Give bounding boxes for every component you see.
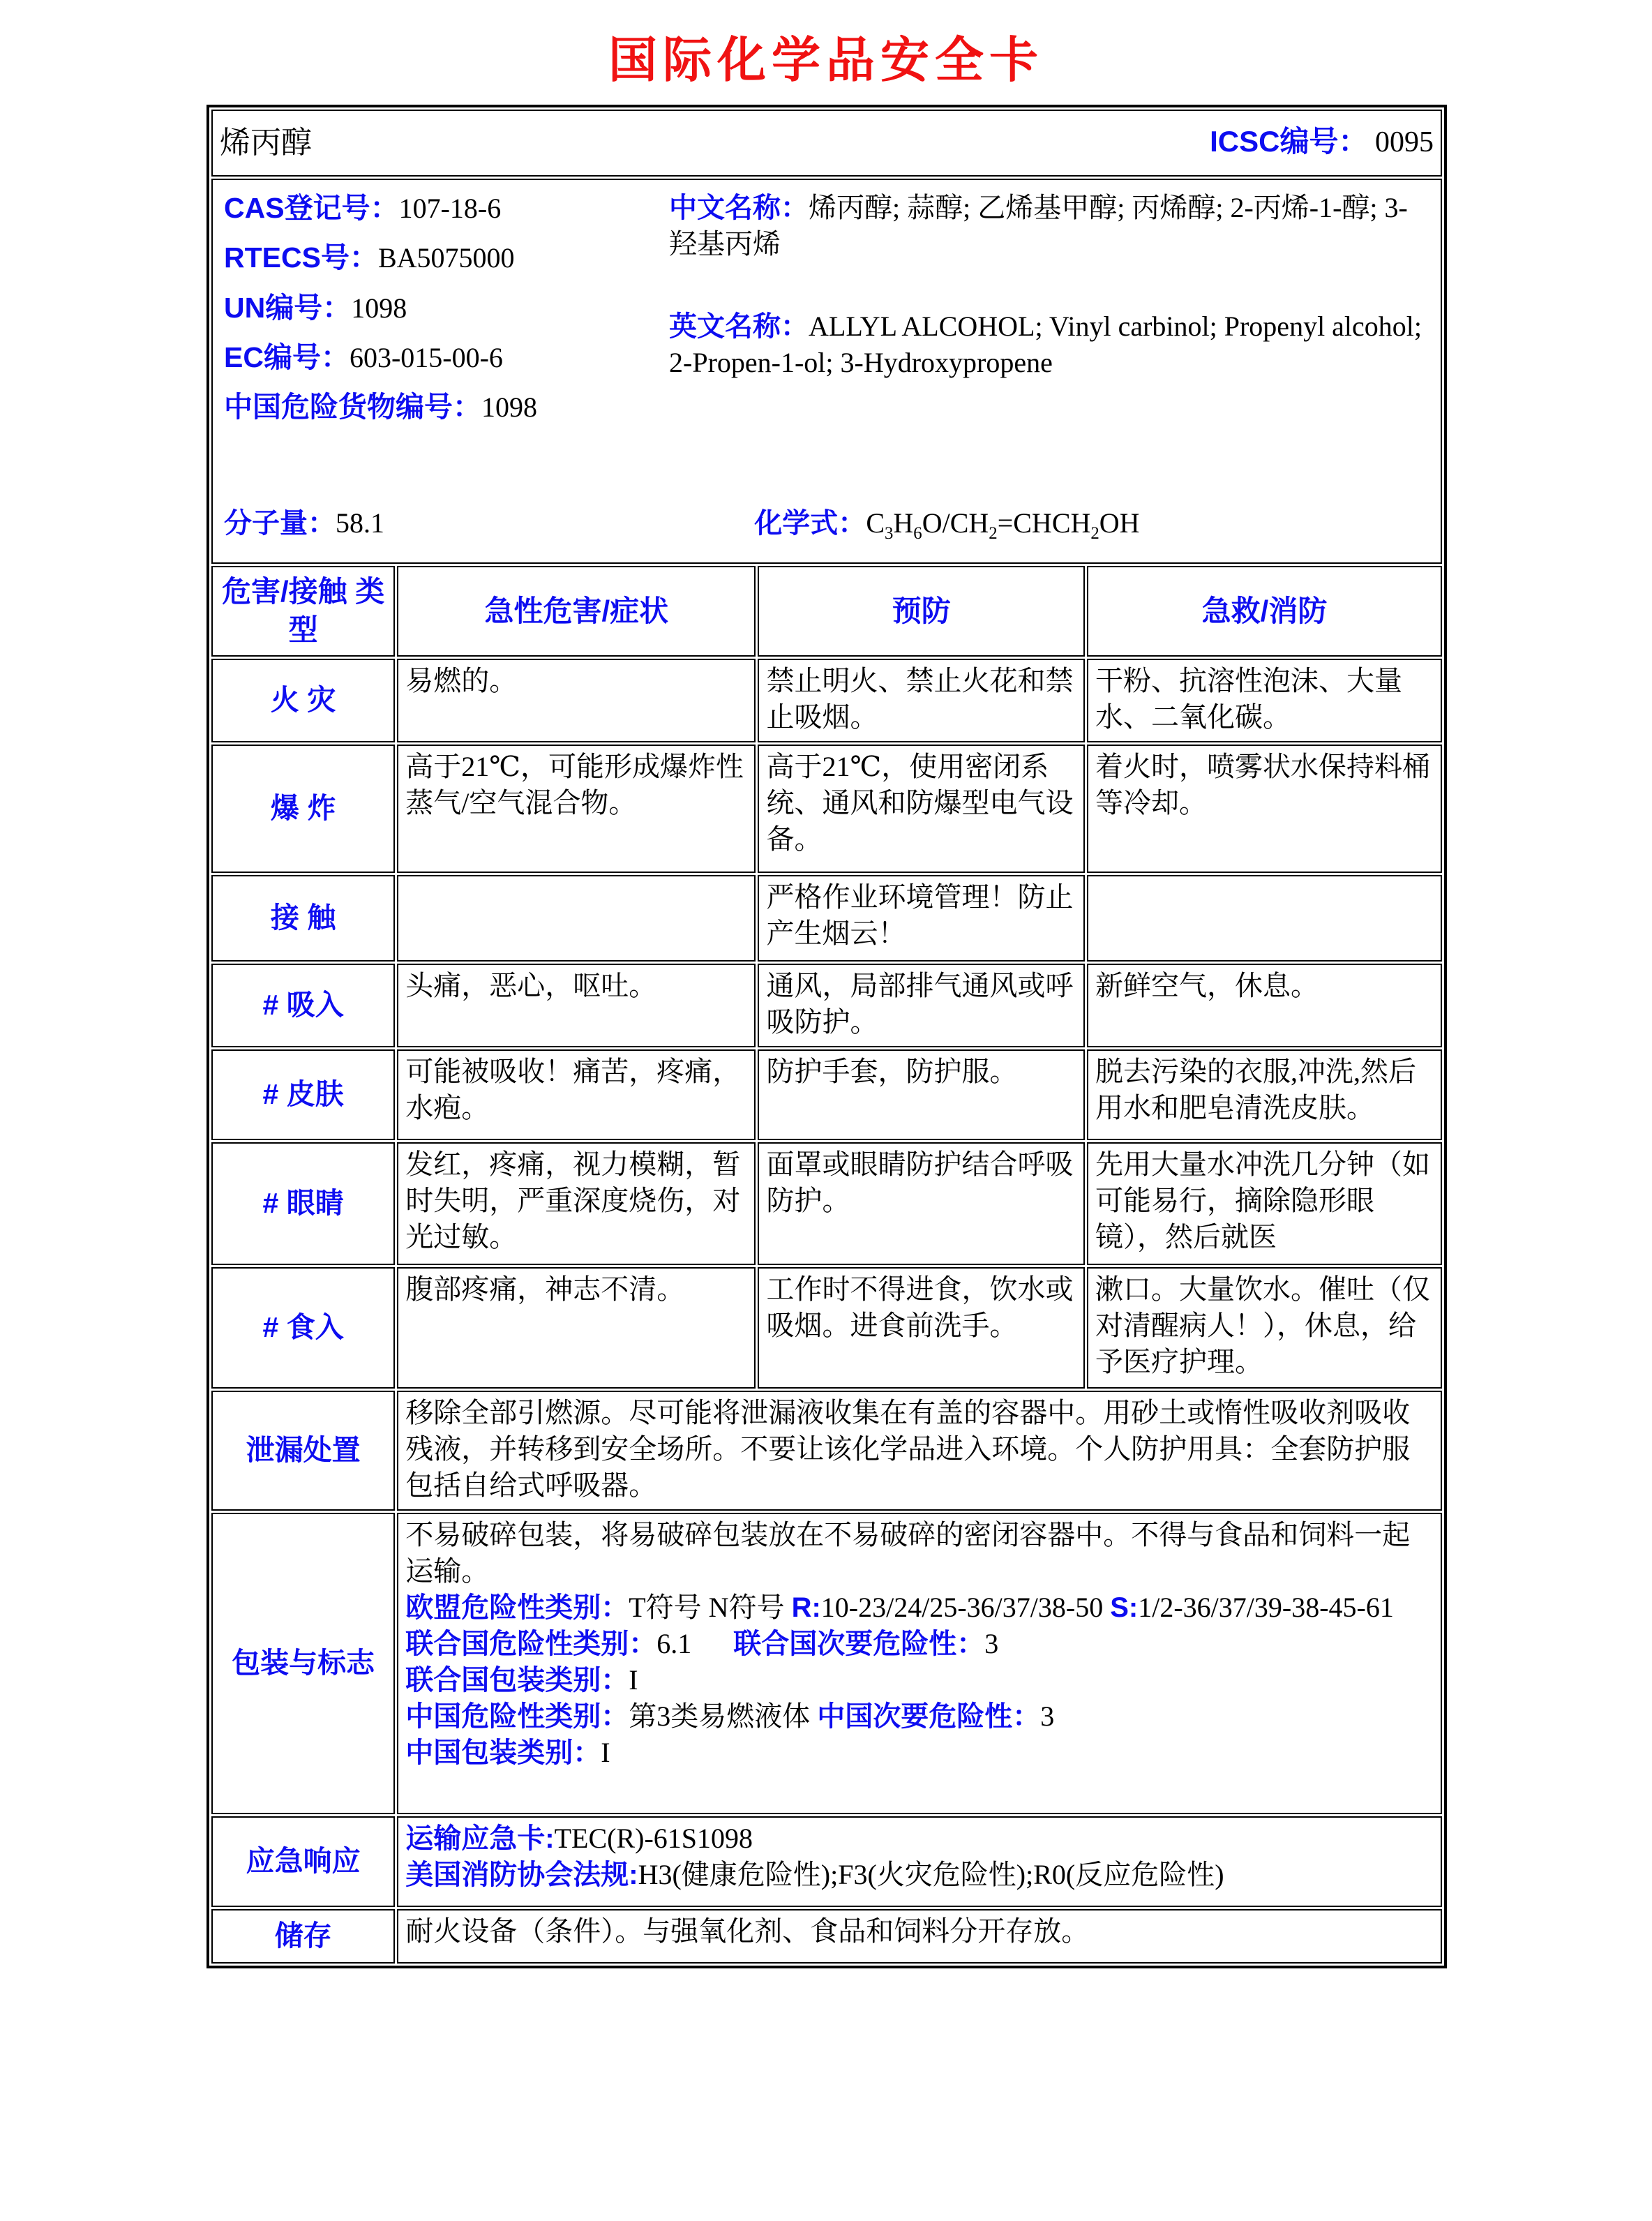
packaging-intro: 不易破碎包装，将易破碎包装放在不易破碎的密闭容器中。不得与食品和饲料一起运输。 (405, 1519, 1411, 1587)
spill-row (211, 1391, 1442, 1511)
skin-response: 脱去污染的衣服,冲洗,然后用水和肥皂清洗皮肤。 (1087, 1049, 1442, 1140)
explosion-prevention: 高于21℃，使用密闭系统、通风和防爆型电气设备。 (758, 745, 1085, 873)
names-block (649, 190, 1429, 438)
eu-hazard-class: 欧盟危险性类别：T符号 N符号 R:10-23/24/25-36/37/38-50 S:1/2-36/37/39-38-45-61 (405, 1592, 1394, 1623)
icsc-table (206, 105, 1447, 1968)
china-dg-number: 中国危险货物编号：1098 (224, 391, 537, 424)
emergency-content (397, 1816, 1442, 1907)
row-label: # 食入 (211, 1267, 395, 1389)
eyes-symptoms: 发红，疼痛，视力模糊，暂时失明，严重深度烧伤，对光过敏。 (397, 1142, 756, 1265)
fire-prevention: 禁止明火、禁止火花和禁止吸烟。 (758, 659, 1085, 742)
molecular-weight: 分子量：58.1 (224, 507, 384, 539)
molecular-row (224, 505, 1429, 545)
table-row-contact (211, 875, 1442, 962)
table-row-fire (211, 659, 1442, 742)
un-hazard-class: 联合国危险性类别：6.1 联合国次要危险性：3 (405, 1628, 999, 1659)
china-hazard-class: 中国危险性类别：第3类易燃液体 中国次要危险性：3 (405, 1700, 1055, 1732)
emergency-row (211, 1816, 1442, 1907)
chemical-formula: 化学式：$C_3H_6O/CH_2=CHCH_2OH$ (754, 507, 1140, 544)
un-packing-group: 联合国包装类别：I (405, 1664, 638, 1696)
row-label: # 皮肤 (211, 1049, 395, 1140)
identification-block (224, 190, 1429, 438)
row-label: 爆 炸 (211, 745, 395, 873)
storage-label: 储存 (211, 1909, 395, 1964)
explosion-response: 着火时，喷雾状水保持料桶等冷却。 (1087, 745, 1442, 873)
inhalation-response: 新鲜空气，休息。 (1087, 964, 1442, 1047)
page-title: 国际化学品安全卡 (608, 33, 1044, 87)
chinese-names: 中文名称：烯丙醇; 蒜醇; 乙烯基甲醇; 丙烯醇; 2-丙烯-1-醇; 3-羟基丙烯 (669, 192, 1408, 260)
spill-label: 泄漏处置 (211, 1391, 395, 1511)
spill-text: 移除全部引燃源。尽可能将泄漏液收集在有盖的容器中。用砂土或惰性吸收剂吸收残液，并转移到安全场所。不要让该化学品进入环境。个人防护用具：全套防护服包括自给式呼吸器。 (397, 1391, 1442, 1511)
eyes-response: 先用大量水冲洗几分钟（如可能易行，摘除隐形眼镜），然后就医 (1087, 1142, 1442, 1265)
contact-response (1087, 875, 1442, 962)
explosion-symptoms: 高于21℃，可能形成爆炸性蒸气/空气混合物。 (397, 745, 756, 873)
table-row-ingestion (211, 1267, 1442, 1389)
ingestion-symptoms: 腹部疼痛，神志不清。 (397, 1267, 756, 1389)
china-packing-group: 中国包装类别：I (405, 1737, 610, 1768)
col-header-firstaid: 急救/消防 (1087, 566, 1442, 657)
inhalation-symptoms: 头痛，恶心，呕吐。 (397, 964, 756, 1047)
row-label: # 吸入 (211, 964, 395, 1047)
registry-numbers (224, 190, 649, 438)
contact-prevention: 严格作业环境管理！防止产生烟云！ (758, 875, 1085, 962)
fire-response: 干粉、抗溶性泡沫、大量水、二氧化碳。 (1087, 659, 1442, 742)
nfpa-code: 美国消防协会法规:H3(健康危险性);F3(火灾危险性);R0(反应危险性) (405, 1859, 1224, 1890)
packaging-row (211, 1513, 1442, 1814)
eyes-prevention: 面罩或眼睛防护结合呼吸防护。 (758, 1142, 1085, 1265)
inhalation-prevention: 通风，局部排气通风或呼吸防护。 (758, 964, 1085, 1047)
substance-name: 烯丙醇 (220, 126, 312, 160)
emergency-label: 应急响应 (211, 1816, 395, 1907)
storage-text: 耐火设备（条件）。与强氧化剂、食品和饲料分开存放。 (397, 1909, 1442, 1964)
ec-number: EC编号：603-015-00-6 (224, 341, 503, 373)
table-header-row (211, 566, 1442, 657)
spacer (669, 272, 1429, 308)
icsc-card (206, 105, 1447, 1968)
row-label: 火 灾 (211, 659, 395, 742)
packaging-label: 包装与标志 (211, 1513, 395, 1814)
skin-prevention: 防护手套，防护服。 (758, 1049, 1085, 1140)
icsc-number-value: 0095 (1375, 126, 1434, 159)
skin-symptoms: 可能被吸收！痛苦，疼痛，水疱。 (397, 1049, 756, 1140)
icsc-number-label: ICSC编号： (1210, 125, 1368, 158)
contact-symptoms (397, 875, 756, 962)
cas-number: CAS登记号：107-18-6 (224, 192, 502, 224)
col-header-symptoms: 急性危害/症状 (397, 566, 756, 657)
table-row-explosion (211, 745, 1442, 873)
fire-symptoms: 易燃的。 (397, 659, 756, 742)
ingestion-prevention: 工作时不得进食，饮水或吸烟。进食前洗手。 (758, 1267, 1085, 1389)
col-header-hazard-type: 危害/接触 类型 (211, 566, 395, 657)
col-header-prevention: 预防 (758, 566, 1085, 657)
row-label: # 眼睛 (211, 1142, 395, 1265)
row-label: 接 触 (211, 875, 395, 962)
table-row-skin (211, 1049, 1442, 1140)
english-names: 英文名称：ALLYL ALCOHOL; Vinyl carbinol; Propenyl alcohol; 2-Propen-1-ol; 3-Hydroxypropene (669, 311, 1422, 378)
header-row (211, 110, 1442, 177)
identification-row (211, 179, 1442, 564)
rtecs-number: RTECS号：BA5075000 (224, 241, 515, 274)
storage-row (211, 1909, 1442, 1964)
table-row-eyes (211, 1142, 1442, 1265)
un-number: UN编号：1098 (224, 291, 407, 324)
packaging-content (397, 1513, 1442, 1814)
transport-emergency-card: 运输应急卡:TEC(R)-61S1098 (405, 1823, 753, 1854)
table-row-inhalation (211, 964, 1442, 1047)
ingestion-response: 漱口。大量饮水。催吐（仅对清醒病人！），休息，给予医疗护理。 (1087, 1267, 1442, 1389)
icsc-number (1210, 123, 1434, 162)
